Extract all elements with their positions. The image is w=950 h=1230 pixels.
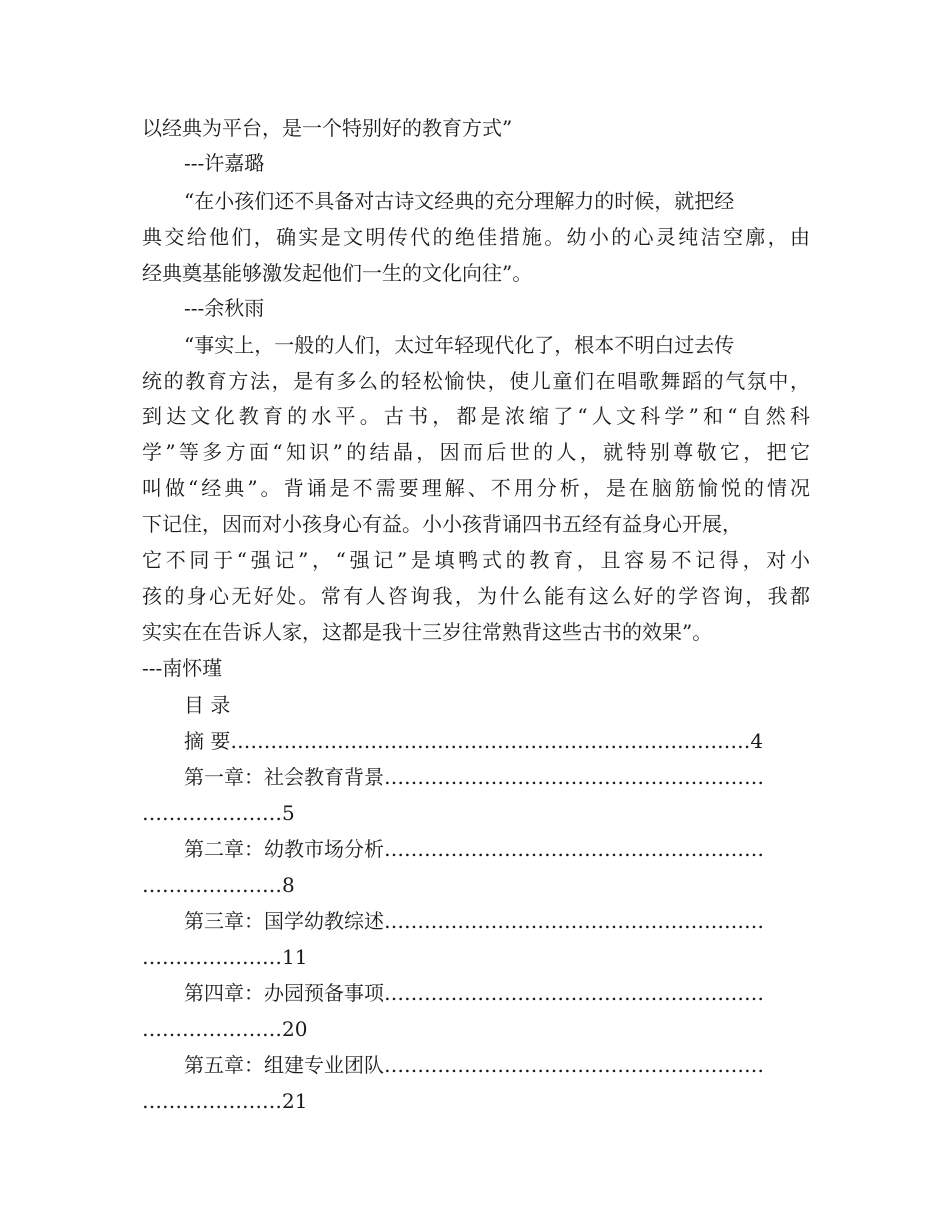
toc-chapter-4-page: …………………20: [142, 1017, 308, 1041]
quote-3-line-7: 它不同于“强记”，“强记”是填鸭式的教育，且容易不记得，对小: [142, 548, 810, 572]
quote-3-line-9: 实实在在告诉人家，这都是我十三岁往常熟背这些古书的效果”。: [142, 620, 713, 644]
quote-1-line-1: 以经典为平台，是一个特别好的教育方式”: [142, 116, 513, 140]
toc-chapter-2: 第二章：幼教市场分析…………………………………………………: [184, 837, 764, 861]
quote-3-line-1: “事实上，一般的人们，太过年轻现代化了，根本不明白过去传: [184, 333, 735, 357]
quote-3-line-8: 孩的身心无好处。常有人咨询我，为什么能有这么好的学咨询，我都: [142, 584, 810, 608]
quote-2-line-2: 典交给他们，确实是文明传代的绝佳措施。幼小的心灵纯洁空廓，由: [142, 225, 810, 249]
toc-abstract: 摘 要……………………………………………………………………4: [184, 729, 764, 753]
quote-2-line-1: “在小孩们还不具备对古诗文经典的充分理解力的时候，就把经: [184, 189, 735, 213]
toc-chapter-2-page: …………………8: [142, 873, 295, 897]
toc-chapter-5-page: …………………21: [142, 1089, 308, 1113]
quote-2-line-3: 经典奠基能够激发起他们一生的文化向往”。: [142, 261, 533, 285]
toc-chapter-3: 第三章：国学幼教综述…………………………………………………: [184, 909, 764, 933]
toc-chapter-1: 第一章：社会教育背景…………………………………………………: [184, 765, 764, 789]
toc-chapter-5: 第五章：组建专业团队…………………………………………………: [184, 1053, 764, 1077]
quote-2-author: ---余秋雨: [184, 296, 265, 320]
quote-3-line-6: 下记住，因而对小孩身心有益。小小孩背诵四书五经有益身心开展，: [142, 512, 742, 536]
toc-chapter-4: 第四章：办园预备事项…………………………………………………: [184, 981, 764, 1005]
toc-chapter-1-page: …………………5: [142, 801, 295, 825]
quote-3-line-3: 到达文化教育的水平。古书，都是浓缩了“人文科学”和“自然科: [142, 404, 810, 428]
toc-title: 目 录: [184, 693, 231, 717]
quote-3-author: ---南怀瑾: [142, 656, 223, 680]
toc-chapter-3-page: …………………11: [142, 945, 308, 969]
quote-3-line-5: 叫做“经典”。背诵是不需要理解、不用分析，是在脑筋愉悦的情况: [142, 476, 810, 500]
quote-3-line-2: 统的教育方法，是有多么的轻松愉快，使儿童们在唱歌舞蹈的气氛中，: [142, 369, 810, 393]
quote-1-author: ---许嘉璐: [184, 151, 265, 175]
quote-3-line-4: 学”等多方面“知识”的结晶，因而后世的人，就特别尊敬它，把它: [142, 440, 810, 464]
